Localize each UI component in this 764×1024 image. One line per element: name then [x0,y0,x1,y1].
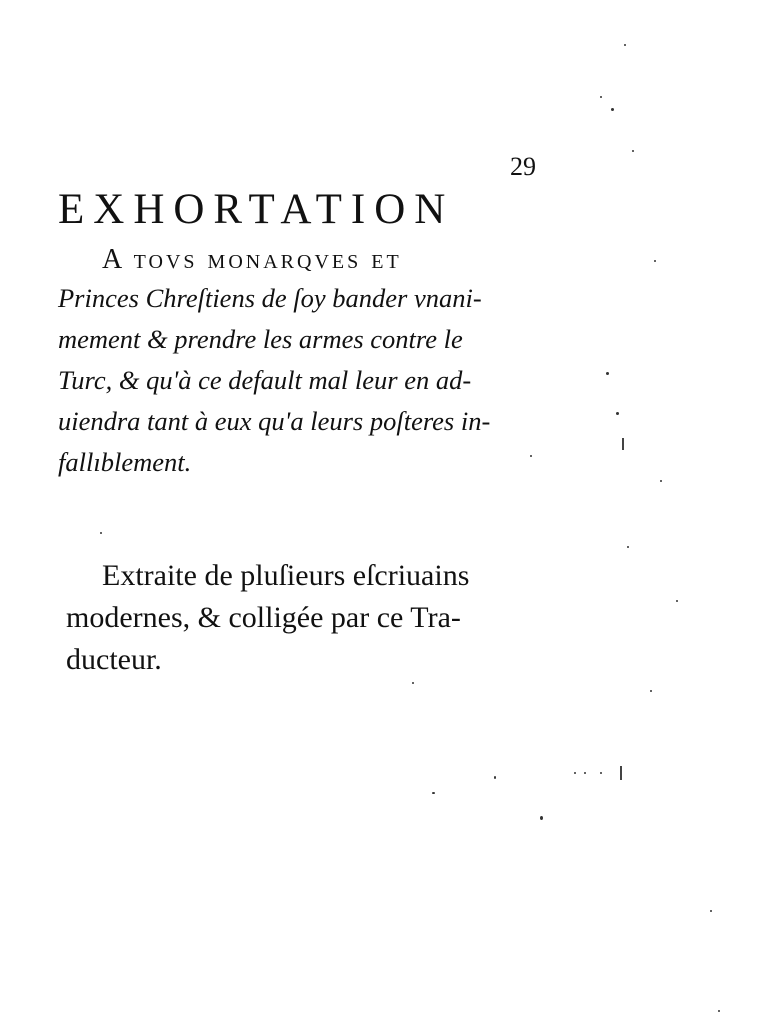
scan-speck [616,412,619,415]
italic-line-4: uiendra tant à eux qu'a leurs poſteres in- [58,406,491,436]
extract-line-3: ducteur. [66,643,162,676]
italic-line-5: fallıblement. [58,447,192,477]
scan-speck [624,44,626,46]
extract-line-2: modernes, & colligée par ce Tra- [66,601,461,634]
scan-speck [654,260,656,262]
scan-speck [530,455,532,457]
italic-line-3: Turc, & qu'à ce default mal leur en ad- [58,365,472,395]
scan-speck [412,682,414,684]
scan-speck [574,772,576,774]
scan-speck [540,816,543,820]
scan-speck [494,776,496,779]
scan-speck [600,96,602,98]
scan-speck [100,532,102,534]
italic-line-1: Princes Chreſtiens de ſoy bander vnani- [58,283,482,313]
scan-speck [627,546,629,548]
subtitle-line: A tovs monarqves et [102,244,402,275]
scan-speck [584,772,586,774]
scan-speck [660,480,662,482]
extract-paragraph [66,555,546,681]
page-title: EXHORTATION [58,186,455,233]
scan-speck [676,600,678,602]
scan-speck [632,150,634,152]
extract-line-1: Extraite de pluſieurs eſcriuains [102,559,470,592]
scan-speck [622,438,624,450]
scan-speck [718,1010,720,1012]
page-number: 29 [510,152,536,181]
scan-speck [611,108,614,111]
scan-speck [606,372,609,375]
scan-speck [620,766,622,780]
scan-speck [432,792,435,794]
scan-speck [710,910,712,912]
scan-speck [650,690,652,692]
title-block [58,242,538,483]
italic-line-2: mement & prendre les armes contre le [58,324,463,354]
scan-speck [600,772,602,774]
